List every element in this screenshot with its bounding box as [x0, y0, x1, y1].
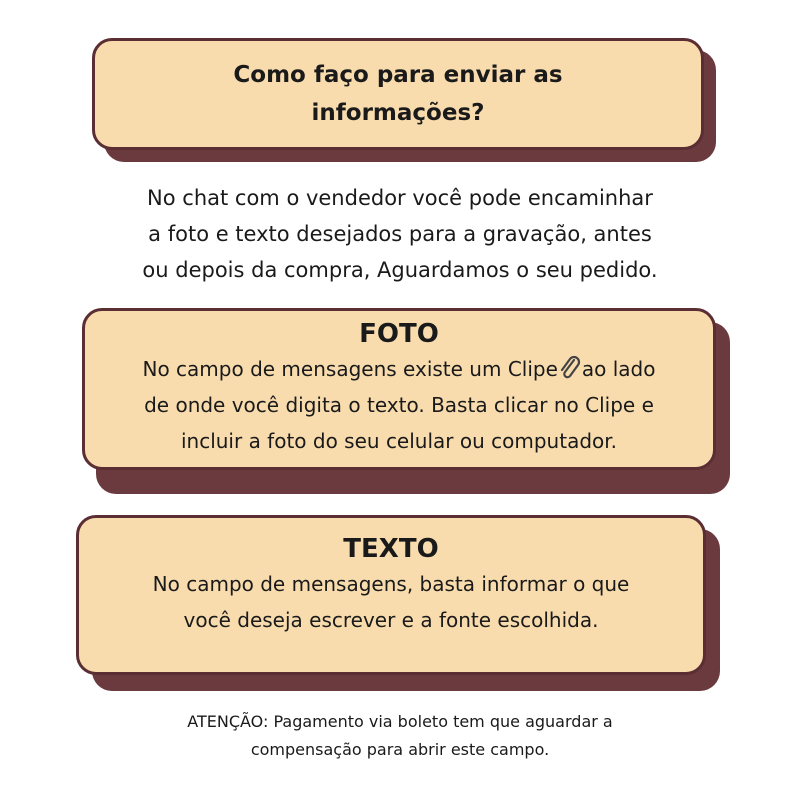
texto-title: TEXTO [343, 534, 439, 564]
texto-card-face [76, 515, 706, 675]
texto-line2: você deseja escrever e a fonte escolhida. [183, 608, 599, 632]
question-title-line2: informações? [311, 100, 485, 126]
intro-line2: a foto e texto desejados para a gravação, antes [148, 222, 652, 246]
foto-line1-after: ao lado [581, 357, 656, 381]
texto-body [153, 566, 630, 656]
texto-card [76, 515, 722, 693]
intro-text [60, 180, 740, 288]
foto-card-face [82, 308, 716, 470]
texto-line1: No campo de mensagens, basta informar o que [152, 572, 630, 596]
foto-body [143, 351, 656, 459]
foto-card [82, 308, 732, 496]
foto-line1 [143, 351, 656, 387]
footer-note [100, 708, 700, 764]
paperclip-icon [558, 355, 582, 381]
intro-line3: ou depois da compra, Aguardamos o seu pedido. [142, 258, 658, 282]
intro-line1: No chat com o vendedor você pode encaminhar [147, 186, 653, 210]
footer-line1: ATENÇÃO: Pagamento via boleto tem que aguardar a [187, 712, 613, 731]
footer-line2: compensação para abrir este campo. [250, 740, 550, 759]
foto-line3: incluir a foto do seu celular ou computador. [180, 429, 617, 453]
foto-line1-before: No campo de mensagens existe um Clipe [142, 357, 558, 381]
question-card-face [92, 38, 704, 150]
foto-line2: de onde você digita o texto. Basta clicar no Clipe e [144, 393, 654, 417]
question-card [92, 38, 722, 166]
foto-title: FOTO [359, 319, 439, 349]
question-title-line1: Como faço para enviar as [233, 62, 563, 88]
